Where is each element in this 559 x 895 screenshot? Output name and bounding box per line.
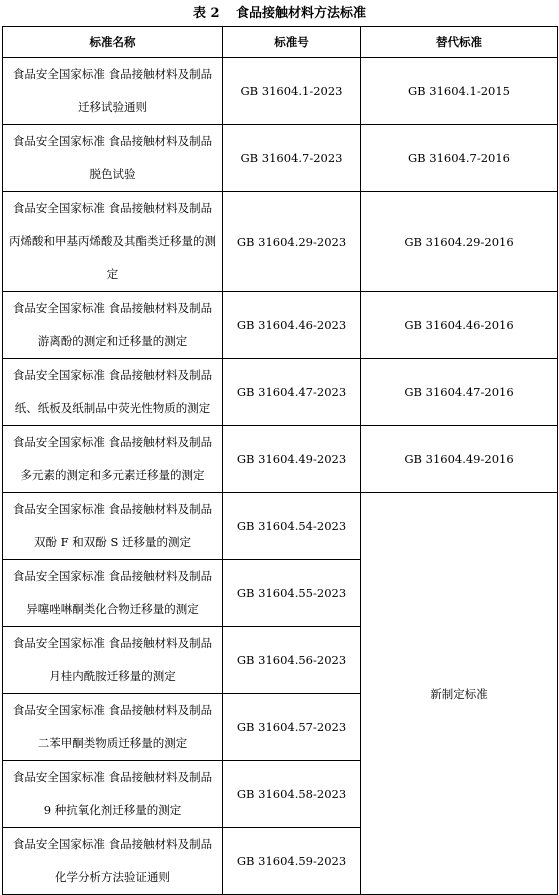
standard-number-cell: GB 31604.46-2023 [223, 292, 361, 359]
standard-name-line: 食品安全国家标准 食品接触材料及制品 [12, 435, 213, 449]
replaced-standard-cell: GB 31604.47-2016 [361, 359, 558, 426]
table-row [3, 125, 558, 192]
standard-name-cell [3, 761, 223, 828]
replaced-standard-cell: GB 31604.49-2016 [361, 426, 558, 493]
standard-number-cell: GB 31604.1-2023 [223, 58, 361, 125]
header-row [3, 27, 558, 58]
standard-name-line: 食品安全国家标准 食品接触材料及制品 [12, 201, 213, 215]
standard-name-line: 丙烯酸和甲基丙烯酸及其酯类迁移量的测 [9, 234, 216, 248]
standard-name-cell [3, 359, 223, 426]
standard-name-line: 食品安全国家标准 食品接触材料及制品 [12, 67, 213, 81]
table-row [3, 426, 558, 493]
standard-name-line: 食品安全国家标准 食品接触材料及制品 [12, 636, 213, 650]
standard-name-line: 脱色试验 [89, 167, 136, 181]
standards-table [2, 26, 558, 895]
standard-name-cell [3, 58, 223, 125]
replaced-standard-cell: GB 31604.1-2015 [361, 58, 558, 125]
standard-name-line: 食品安全国家标准 食品接触材料及制品 [12, 134, 213, 148]
standard-name-cell [3, 694, 223, 761]
standard-number-cell: GB 31604.29-2023 [223, 192, 361, 292]
standard-name-line: 化学分析方法验证通则 [55, 870, 170, 884]
standard-number-cell: GB 31604.7-2023 [223, 125, 361, 192]
table-row [3, 493, 558, 560]
standard-name-line: 定 [106, 267, 119, 281]
standard-number-cell: GB 31604.47-2023 [223, 359, 361, 426]
table-label: 表 2 [192, 6, 220, 21]
standard-name-cell [3, 493, 223, 560]
header-replaced-standard: 替代标准 [361, 27, 558, 58]
standard-name-line: 月桂内酰胺迁移量的测定 [49, 669, 176, 683]
standard-number-cell: GB 31604.57-2023 [223, 694, 361, 761]
replaced-standard-cell: GB 31604.29-2016 [361, 192, 558, 292]
standard-name-line: 二苯甲酮类物质迁移量的测定 [37, 736, 188, 750]
standard-name-line: 异噻唑啉酮类化合物迁移量的测定 [26, 602, 199, 616]
replaced-standard-cell: GB 31604.46-2016 [361, 292, 558, 359]
standard-number-cell: GB 31604.54-2023 [223, 493, 361, 560]
standard-name-cell [3, 828, 223, 895]
replaced-standard-cell: GB 31604.7-2016 [361, 125, 558, 192]
standard-name-line: 食品安全国家标准 食品接触材料及制品 [12, 703, 213, 717]
standard-number-cell: GB 31604.55-2023 [223, 560, 361, 627]
table-title: 食品接触材料方法标准 [236, 6, 367, 21]
standard-name-line: 多元素的测定和多元素迁移量的测定 [20, 468, 205, 482]
standard-name-line: 食品安全国家标准 食品接触材料及制品 [12, 502, 213, 516]
new-standard-merged-cell: 新制定标准 [361, 493, 558, 895]
standard-name-line: 食品安全国家标准 食品接触材料及制品 [12, 837, 213, 851]
standard-name-cell [3, 192, 223, 292]
standard-number-cell: GB 31604.58-2023 [223, 761, 361, 828]
table-row [3, 58, 558, 125]
standard-name-cell [3, 292, 223, 359]
standard-name-line: 游离酚的测定和迁移量的测定 [37, 334, 188, 348]
standard-number-cell: GB 31604.59-2023 [223, 828, 361, 895]
standard-name-cell [3, 627, 223, 694]
standard-name-line: 双酚 F 和双酚 S 迁移量的测定 [34, 535, 191, 549]
standard-name-line: 食品安全国家标准 食品接触材料及制品 [12, 569, 213, 583]
standard-name-line: 食品安全国家标准 食品接触材料及制品 [12, 770, 213, 784]
standard-name-cell [3, 125, 223, 192]
standard-name-cell [3, 560, 223, 627]
standard-number-cell: GB 31604.49-2023 [223, 426, 361, 493]
table-row [3, 359, 558, 426]
standard-name-cell [3, 426, 223, 493]
header-standard-name: 标准名称 [3, 27, 223, 58]
standard-number-cell: GB 31604.56-2023 [223, 627, 361, 694]
table-row [3, 292, 558, 359]
table-row [3, 192, 558, 292]
table-caption [0, 4, 559, 24]
standard-name-line: 食品安全国家标准 食品接触材料及制品 [12, 301, 213, 315]
standard-name-line: 食品安全国家标准 食品接触材料及制品 [12, 368, 213, 382]
header-standard-number: 标准号 [223, 27, 361, 58]
standard-name-line: 纸、纸板及纸制品中荧光性物质的测定 [14, 401, 211, 415]
standard-name-line: 9 种抗氧化剂迁移量的测定 [43, 803, 182, 817]
standard-name-line: 迁移试验通则 [78, 100, 147, 114]
